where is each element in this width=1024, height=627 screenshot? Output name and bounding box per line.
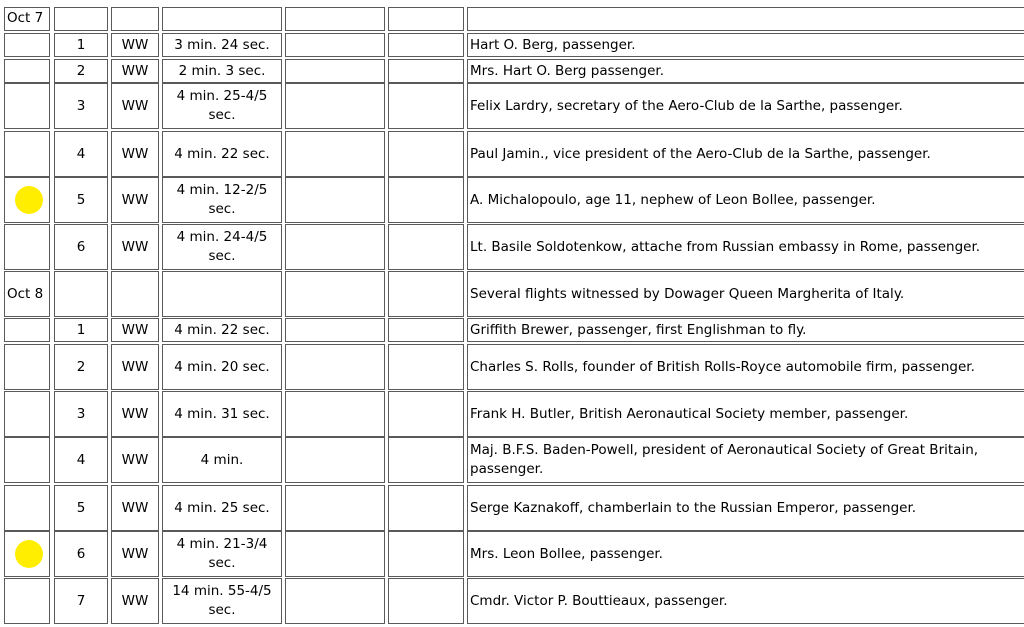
empty-cell bbox=[388, 59, 464, 83]
note-cell: Hart O. Berg, passenger. bbox=[467, 33, 1024, 57]
table-row bbox=[0, 7, 1024, 31]
empty-cell bbox=[388, 7, 464, 31]
note-cell: Lt. Basile Soldotenkow, attache from Russian embassy in Rome, passenger. bbox=[467, 224, 1024, 270]
date-cell bbox=[4, 224, 50, 270]
duration-cell: 4 min. 12-2/5 sec. bbox=[162, 177, 282, 223]
table-row bbox=[0, 344, 1024, 390]
pilot-cell: WW bbox=[111, 131, 159, 177]
note-cell bbox=[467, 7, 1024, 31]
pilot-cell bbox=[111, 271, 159, 317]
date-cell bbox=[4, 485, 50, 531]
pilot-cell: WW bbox=[111, 391, 159, 437]
table-row bbox=[0, 318, 1024, 342]
duration-cell: 2 min. 3 sec. bbox=[162, 59, 282, 83]
flight-number-cell: 3 bbox=[54, 391, 108, 437]
date-cell: Oct 7 bbox=[4, 7, 50, 31]
flight-number-cell: 1 bbox=[54, 318, 108, 342]
flight-number-cell bbox=[54, 271, 108, 317]
empty-cell bbox=[285, 485, 385, 531]
date-cell bbox=[4, 578, 50, 624]
pilot-cell: WW bbox=[111, 531, 159, 577]
empty-cell bbox=[388, 177, 464, 223]
pilot-cell: WW bbox=[111, 83, 159, 129]
flight-number-cell: 4 bbox=[54, 437, 108, 483]
table-row bbox=[0, 391, 1024, 437]
duration-cell: 4 min. 20 sec. bbox=[162, 344, 282, 390]
table-row bbox=[0, 578, 1024, 624]
note-cell: Paul Jamin., vice president of the Aero-Club de la Sarthe, passenger. bbox=[467, 131, 1024, 177]
empty-cell bbox=[285, 271, 385, 317]
duration-cell: 4 min. bbox=[162, 437, 282, 483]
date-cell bbox=[4, 83, 50, 129]
note-cell: A. Michalopoulo, age 11, nephew of Leon Bollee, passenger. bbox=[467, 177, 1024, 223]
empty-cell bbox=[388, 531, 464, 577]
pilot-cell: WW bbox=[111, 59, 159, 83]
table-row bbox=[0, 271, 1024, 317]
yellow-dot-marker bbox=[15, 540, 43, 568]
duration-cell bbox=[162, 271, 282, 317]
note-cell: Cmdr. Victor P. Bouttieaux, passenger. bbox=[467, 578, 1024, 624]
empty-cell bbox=[388, 83, 464, 129]
empty-cell bbox=[285, 59, 385, 83]
duration-cell: 14 min. 55-4/5 sec. bbox=[162, 578, 282, 624]
table-row bbox=[0, 531, 1024, 577]
empty-cell bbox=[285, 131, 385, 177]
empty-cell bbox=[285, 318, 385, 342]
pilot-cell: WW bbox=[111, 318, 159, 342]
duration-cell: 4 min. 22 sec. bbox=[162, 318, 282, 342]
empty-cell bbox=[285, 391, 385, 437]
empty-cell bbox=[388, 578, 464, 624]
pilot-cell: WW bbox=[111, 485, 159, 531]
empty-cell bbox=[285, 83, 385, 129]
note-cell: Several flights witnessed by Dowager Queen Margherita of Italy. bbox=[467, 271, 1024, 317]
duration-cell bbox=[162, 7, 282, 31]
empty-cell bbox=[388, 344, 464, 390]
pilot-cell bbox=[111, 7, 159, 31]
empty-cell bbox=[388, 437, 464, 483]
table-row bbox=[0, 177, 1024, 223]
table-row bbox=[0, 437, 1024, 483]
empty-cell bbox=[285, 344, 385, 390]
date-cell bbox=[4, 59, 50, 83]
note-cell: Serge Kaznakoff, chamberlain to the Russian Emperor, passenger. bbox=[467, 485, 1024, 531]
date-cell bbox=[4, 177, 50, 223]
empty-cell bbox=[285, 578, 385, 624]
empty-cell bbox=[285, 437, 385, 483]
date-cell: Oct 8 bbox=[4, 271, 50, 317]
duration-cell: 4 min. 22 sec. bbox=[162, 131, 282, 177]
date-cell bbox=[4, 33, 50, 57]
duration-cell: 4 min. 24-4/5 sec. bbox=[162, 224, 282, 270]
flight-number-cell: 6 bbox=[54, 224, 108, 270]
duration-cell: 4 min. 25 sec. bbox=[162, 485, 282, 531]
flight-number-cell: 4 bbox=[54, 131, 108, 177]
flight-number-cell: 1 bbox=[54, 33, 108, 57]
flight-number-cell: 5 bbox=[54, 485, 108, 531]
pilot-cell: WW bbox=[111, 578, 159, 624]
note-cell: Mrs. Hart O. Berg passenger. bbox=[467, 59, 1024, 83]
note-cell: Griffith Brewer, passenger, first Englishman to fly. bbox=[467, 318, 1024, 342]
empty-cell bbox=[285, 7, 385, 31]
empty-cell bbox=[285, 177, 385, 223]
empty-cell bbox=[388, 391, 464, 437]
yellow-dot-marker bbox=[15, 186, 43, 214]
table-row bbox=[0, 83, 1024, 129]
pilot-cell: WW bbox=[111, 437, 159, 483]
note-cell: Maj. B.F.S. Baden-Powell, president of Aeronautical Society of Great Britain, passenger. bbox=[467, 437, 1024, 483]
empty-cell bbox=[388, 224, 464, 270]
pilot-cell: WW bbox=[111, 344, 159, 390]
empty-cell bbox=[285, 531, 385, 577]
note-cell: Charles S. Rolls, founder of British Rolls-Royce automobile firm, passenger. bbox=[467, 344, 1024, 390]
table-row bbox=[0, 485, 1024, 531]
note-cell: Mrs. Leon Bollee, passenger. bbox=[467, 531, 1024, 577]
duration-cell: 4 min. 25-4/5 sec. bbox=[162, 83, 282, 129]
table-row bbox=[0, 131, 1024, 177]
note-cell: Frank H. Butler, British Aeronautical Society member, passenger. bbox=[467, 391, 1024, 437]
pilot-cell: WW bbox=[111, 33, 159, 57]
date-cell bbox=[4, 531, 50, 577]
empty-cell bbox=[388, 318, 464, 342]
note-cell: Felix Lardry, secretary of the Aero-Club de la Sarthe, passenger. bbox=[467, 83, 1024, 129]
table-row bbox=[0, 59, 1024, 83]
pilot-cell: WW bbox=[111, 224, 159, 270]
duration-cell: 4 min. 31 sec. bbox=[162, 391, 282, 437]
date-cell bbox=[4, 391, 50, 437]
flight-number-cell: 3 bbox=[54, 83, 108, 129]
flight-number-cell: 2 bbox=[54, 344, 108, 390]
flight-number-cell bbox=[54, 7, 108, 31]
empty-cell bbox=[388, 271, 464, 317]
empty-cell bbox=[388, 131, 464, 177]
date-cell bbox=[4, 344, 50, 390]
flight-number-cell: 6 bbox=[54, 531, 108, 577]
date-cell bbox=[4, 437, 50, 483]
table-row bbox=[0, 33, 1024, 57]
flight-number-cell: 7 bbox=[54, 578, 108, 624]
flight-number-cell: 2 bbox=[54, 59, 108, 83]
empty-cell bbox=[285, 33, 385, 57]
pilot-cell: WW bbox=[111, 177, 159, 223]
empty-cell bbox=[285, 224, 385, 270]
flight-number-cell: 5 bbox=[54, 177, 108, 223]
empty-cell bbox=[388, 33, 464, 57]
duration-cell: 3 min. 24 sec. bbox=[162, 33, 282, 57]
date-cell bbox=[4, 131, 50, 177]
empty-cell bbox=[388, 485, 464, 531]
duration-cell: 4 min. 21-3/4 sec. bbox=[162, 531, 282, 577]
table-row bbox=[0, 224, 1024, 270]
date-cell bbox=[4, 318, 50, 342]
